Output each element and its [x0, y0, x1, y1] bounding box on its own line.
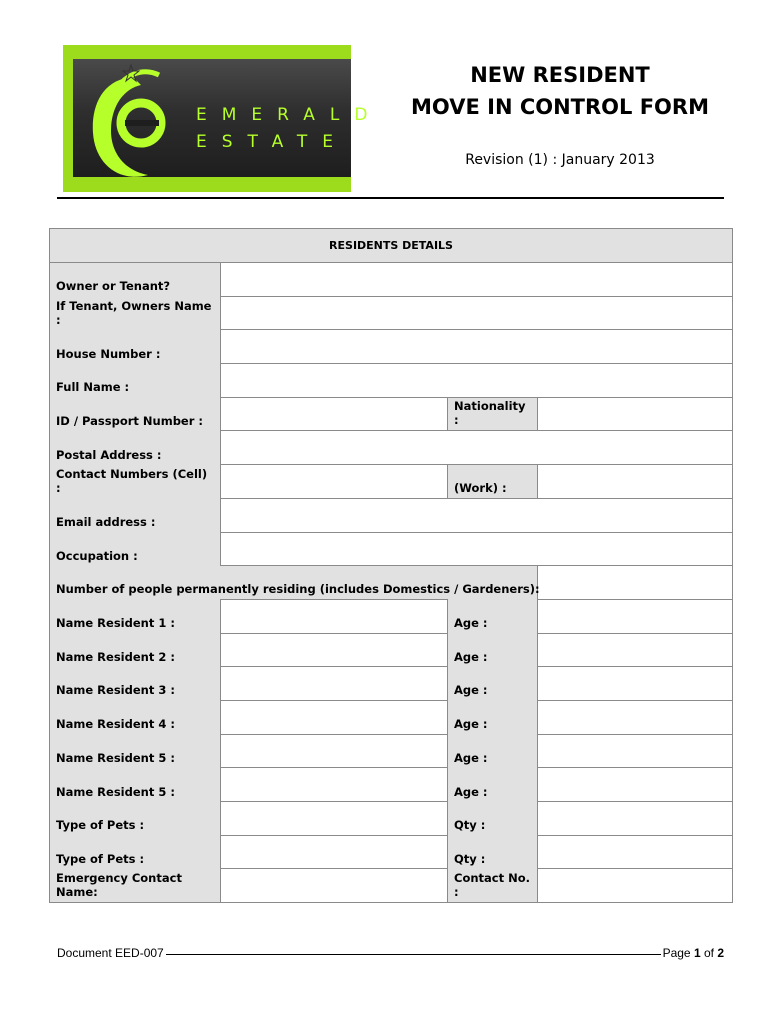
resident-name-label: Name Resident 5 : — [50, 734, 221, 768]
resident-name-field[interactable] — [221, 633, 448, 667]
resident-age-label: Age : — [448, 599, 538, 633]
postal-address-label: Postal Address : — [50, 431, 221, 465]
logo-word-emerald: EMERALD — [196, 105, 383, 125]
pet-type-label: Type of Pets : — [50, 835, 221, 869]
pet-qty-label: Qty : — [448, 802, 538, 836]
contact-cell-label: Contact Numbers (Cell) : — [50, 465, 221, 499]
id-passport-field[interactable] — [221, 397, 448, 431]
section-header: RESIDENTS DETAILS — [50, 229, 733, 263]
resident-name-field[interactable] — [221, 599, 448, 633]
owner-tenant-label: Owner or Tenant? — [50, 263, 221, 297]
email-field[interactable] — [221, 498, 733, 532]
resident-age-field[interactable] — [538, 599, 733, 633]
footer-underline — [166, 954, 661, 955]
pet-type-field[interactable] — [221, 802, 448, 836]
people-residing-label: Number of people permanently residing (includes Domestics / Gardeners): — [50, 566, 538, 600]
resident-name-label: Name Resident 1 : — [50, 599, 221, 633]
residents-details-table — [49, 228, 733, 903]
resident-name-label: Name Resident 2 : — [50, 633, 221, 667]
full-name-field[interactable] — [221, 364, 733, 398]
contact-cell-field[interactable] — [221, 465, 448, 499]
resident-age-label: Age : — [448, 633, 538, 667]
owner-tenant-field[interactable] — [221, 263, 733, 297]
resident-age-field[interactable] — [538, 633, 733, 667]
header-divider — [57, 197, 724, 199]
resident-name-label: Name Resident 5 : — [50, 768, 221, 802]
emerald-estate-logo — [63, 45, 383, 192]
document-number: Document EED-007 — [57, 946, 164, 960]
resident-name-field[interactable] — [221, 734, 448, 768]
resident-name-label: Name Resident 3 : — [50, 667, 221, 701]
owners-name-field[interactable] — [221, 296, 733, 330]
resident-age-field[interactable] — [538, 768, 733, 802]
title-line-2: MOVE IN CONTROL FORM — [411, 95, 709, 119]
pet-type-label: Type of Pets : — [50, 802, 221, 836]
nationality-label: Nationality : — [448, 397, 538, 431]
email-label: Email address : — [50, 498, 221, 532]
pet-qty-field[interactable] — [538, 802, 733, 836]
page-total: 2 — [717, 946, 724, 960]
owners-name-label: If Tenant, Owners Name : — [50, 296, 221, 330]
contact-no-label: Contact No. : — [448, 869, 538, 903]
page-separator: of — [700, 946, 718, 960]
occupation-field[interactable] — [221, 532, 733, 566]
resident-age-field[interactable] — [538, 700, 733, 734]
full-name-label: Full Name : — [50, 364, 221, 398]
page-prefix: Page — [662, 946, 694, 960]
postal-address-field[interactable] — [221, 431, 733, 465]
resident-age-label: Age : — [448, 768, 538, 802]
pet-type-field[interactable] — [221, 835, 448, 869]
revision-text: Revision (1) : January 2013 — [465, 152, 655, 168]
work-label: (Work) : — [448, 465, 538, 499]
house-number-label: House Number : — [50, 330, 221, 364]
page-title — [400, 59, 720, 123]
nationality-field[interactable] — [538, 397, 733, 431]
page-current: 1 — [693, 946, 701, 960]
resident-age-field[interactable] — [538, 667, 733, 701]
resident-name-field[interactable] — [221, 667, 448, 701]
work-field[interactable] — [538, 465, 733, 499]
resident-age-field[interactable] — [538, 734, 733, 768]
pet-qty-label: Qty : — [448, 835, 538, 869]
id-passport-label: ID / Passport Number : — [50, 397, 221, 431]
resident-age-label: Age : — [448, 667, 538, 701]
page-indicator — [663, 946, 724, 960]
logo-word-estate: ESTATE — [196, 132, 349, 152]
resident-age-label: Age : — [448, 734, 538, 768]
title-line-1: NEW RESIDENT — [470, 63, 650, 87]
people-residing-field[interactable] — [538, 566, 733, 600]
pet-qty-field[interactable] — [538, 835, 733, 869]
occupation-label: Occupation : — [50, 532, 221, 566]
resident-age-label: Age : — [448, 700, 538, 734]
emergency-contact-label: Emergency Contact Name: — [50, 869, 221, 903]
resident-name-field[interactable] — [221, 768, 448, 802]
resident-name-field[interactable] — [221, 700, 448, 734]
resident-name-label: Name Resident 4 : — [50, 700, 221, 734]
page-footer — [57, 946, 724, 960]
house-number-field[interactable] — [221, 330, 733, 364]
contact-no-field[interactable] — [538, 869, 733, 903]
emergency-contact-field[interactable] — [221, 869, 448, 903]
